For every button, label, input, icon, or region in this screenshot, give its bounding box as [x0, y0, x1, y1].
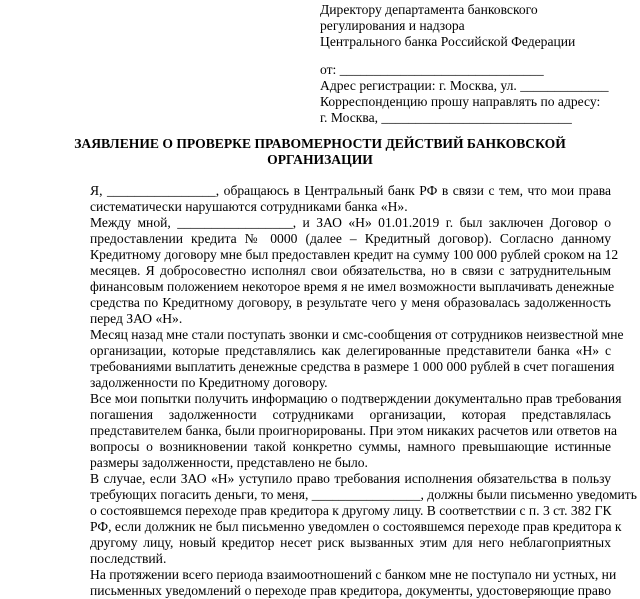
body-line: о состоявшемся переходе прав кредитора к другому лицу. В соответствии с п. 3 ст. 382 ГК — [90, 503, 612, 518]
body-line: В случае, если ЗАО «Н» уступило право требования исполнения обязательства в пользу — [90, 471, 611, 486]
sender-from: от: ______________________________ — [320, 62, 544, 77]
addressee-line: Центрального банка Российской Федерации — [320, 34, 576, 49]
body-line: Все мои попытки получить информацию о подтверждении документально прав требования — [90, 391, 622, 406]
body-line: перед ЗАО «Н». — [90, 311, 183, 326]
body-line: вопросы о возникновении такой конкретно суммы, намного превышающие истинные — [90, 439, 611, 454]
body-line: задолженности по Кредитному договору. — [90, 375, 328, 390]
body-line: требованиями выплатить денежные средства в размере 1 000 000 рублей в счет погашения — [90, 359, 615, 374]
body-line: требующих погасить деньги, то меня, ________________, должны были письменно уведомить — [90, 487, 637, 502]
body-line: представителем банка, были проигнорированы. При этом никаких расчетов или ответов на — [90, 423, 618, 438]
body-line: Кредитному договору мне был предоставлен кредит на сумму 100 000 рублей сроком на 12 — [90, 247, 619, 262]
body-line: Я, ________________, обращаюсь в Центральный банк РФ в связи с тем, что мои права — [90, 183, 611, 198]
body-line: предоставлении кредита № 0000 (далее – Кредитный договор). Согласно данному — [90, 231, 611, 246]
body-line: средства по Кредитному договору, в результате чего у меня образовалась задолженность — [90, 295, 611, 310]
sender-address: Адрес регистрации: г. Москва, ул. _____________ — [320, 78, 609, 93]
body-line: На протяжении всего периода взаимоотношений с банком мне не поступало ни устных, ни — [90, 567, 617, 582]
document-title-line-2: ОРГАНИЗАЦИИ — [267, 152, 373, 167]
body-line: РФ, если должник не был письменно уведомлен о состоявшемся переходе прав кредитора к — [90, 519, 622, 534]
document-title-line-1: ЗАЯВЛЕНИЕ О ПРОВЕРКЕ ПРАВОМЕРНОСТИ ДЕЙСТВИЙ БАНКОВСКОЙ — [74, 136, 566, 151]
body-line: погашения задолженности сотрудниками организации, которая представлялась — [90, 407, 611, 422]
body-line: последствий. — [90, 551, 167, 566]
addressee-line: регулирования и надзора — [320, 18, 465, 33]
body-line: Месяц назад мне стали поступать звонки и смс-сообщения от сотрудников неизвестной мне — [90, 327, 624, 342]
body-line: финансовым положением некоторое время я не имел возможности выплачивать денежные — [90, 279, 615, 294]
sender-correspondence: Корреспонденцию прошу направлять по адресу: — [320, 94, 601, 109]
body-line: письменных уведомлений о переходе прав кредитора, документы, удостоверяющие право — [90, 583, 611, 598]
body-line: другому лицу, новый кредитор несет риск вызванных этим для него неблагоприятных — [90, 535, 611, 550]
body-line: организации, которые представлялись как делегированные представители банка «Н» с — [90, 343, 611, 358]
addressee-line: Директору департамента банковского — [320, 2, 538, 17]
sender-city: г. Москва, ____________________________ — [320, 110, 572, 125]
body-line: систематически нарушаются сотрудниками банка «Н». — [90, 199, 408, 214]
body-line: Между мной, _________________, и ЗАО «Н» 01.01.2019 г. был заключен Договор о — [90, 215, 611, 230]
body-line: месяцев. Я добросовестно исполнял свои обязательства, но в связи с затруднительным — [90, 263, 611, 278]
body-line: размеры задолженности, представлено не было. — [90, 455, 368, 470]
